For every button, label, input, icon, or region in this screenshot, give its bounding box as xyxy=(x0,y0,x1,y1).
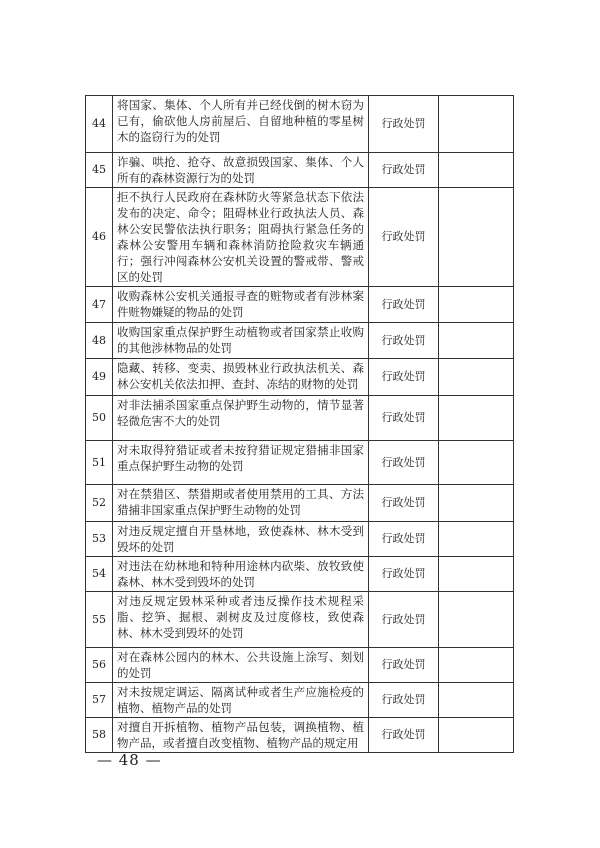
item-type: 行政处罚 xyxy=(369,287,439,323)
table-row xyxy=(86,96,514,153)
table-row xyxy=(86,287,514,323)
empty-cell xyxy=(439,683,514,718)
table-row xyxy=(86,592,514,648)
empty-cell xyxy=(439,441,514,485)
table-row xyxy=(86,396,514,441)
item-description: 对未按规定调运、隔离试种或者生产应施检疫的植物、植物产品的处罚 xyxy=(113,683,369,718)
item-description: 对违法在幼林地和特种用途林内砍柴、放牧致使森林、林木受到毁坏的处罚 xyxy=(113,557,369,592)
table-row xyxy=(86,718,514,753)
empty-cell xyxy=(439,188,514,287)
item-number: 58 xyxy=(86,718,113,753)
item-type: 行政处罚 xyxy=(369,396,439,441)
item-type: 行政处罚 xyxy=(369,441,439,485)
item-type: 行政处罚 xyxy=(369,359,439,396)
empty-cell xyxy=(439,323,514,359)
empty-cell xyxy=(439,522,514,557)
item-description: 对擅自开拆植物、植物产品包装，调换植物、植物产品，或者擅自改变植物、植物产品的规定用 xyxy=(113,718,369,753)
item-type: 行政处罚 xyxy=(369,718,439,753)
item-type: 行政处罚 xyxy=(369,96,439,153)
item-number: 45 xyxy=(86,153,113,188)
item-number: 48 xyxy=(86,323,113,359)
item-type: 行政处罚 xyxy=(369,323,439,359)
table-row xyxy=(86,188,514,287)
table-row xyxy=(86,648,514,683)
item-number: 52 xyxy=(86,485,113,522)
empty-cell xyxy=(439,287,514,323)
item-description: 对在森林公园内的林木、公共设施上涂写、刻划的处罚 xyxy=(113,648,369,683)
table-row xyxy=(86,557,514,592)
item-description: 收购国家重点保护野生动植物或者国家禁止收购的其他涉林物品的处罚 xyxy=(113,323,369,359)
item-type: 行政处罚 xyxy=(369,557,439,592)
table-row xyxy=(86,683,514,718)
table-row xyxy=(86,522,514,557)
table-row xyxy=(86,323,514,359)
item-description: 对违反规定擅自开垦林地，致使森林、林木受到毁坏的处罚 xyxy=(113,522,369,557)
item-type: 行政处罚 xyxy=(369,592,439,648)
table-row xyxy=(86,153,514,188)
item-number: 54 xyxy=(86,557,113,592)
item-number: 49 xyxy=(86,359,113,396)
item-type: 行政处罚 xyxy=(369,188,439,287)
item-description: 对未取得狩猎证或者未按狩猎证规定猎捕非国家重点保护野生动物的处罚 xyxy=(113,441,369,485)
item-description: 拒不执行人民政府在森林防火等紧急状态下依法发布的决定、命令；阻碍林业行政执法人员、森林公安民警依法执行职务；阻碍执行紧急任务的森林公安警用车辆和森林消防抢险救灾车辆通行；强行冲闯森林公安机关设置的警戒带、警戒区的处罚 xyxy=(113,188,369,287)
item-number: 47 xyxy=(86,287,113,323)
item-description: 收购森林公安机关通报寻查的赃物或者有涉林案件赃物嫌疑的物品的处罚 xyxy=(113,287,369,323)
item-number: 51 xyxy=(86,441,113,485)
item-description: 隐藏、转移、变卖、损毁林业行政执法机关、森林公安机关依法扣押、查封、冻结的财物的处罚 xyxy=(113,359,369,396)
item-description: 对违反规定毁林采种或者违反操作技术规程采脂、挖笋、掘根、剥树皮及过度修枝，致使森林、林木受到毁坏的处罚 xyxy=(113,592,369,648)
item-description: 诈骗、哄抢、抢夺、故意损毁国家、集体、个人所有的森林资源行为的处罚 xyxy=(113,153,369,188)
empty-cell xyxy=(439,592,514,648)
table-row xyxy=(86,359,514,396)
item-description: 对在禁猎区、禁猎期或者使用禁用的工具、方法猎捕非国家重点保护野生动物的处罚 xyxy=(113,485,369,522)
item-type: 行政处罚 xyxy=(369,522,439,557)
item-number: 50 xyxy=(86,396,113,441)
item-number: 56 xyxy=(86,648,113,683)
item-description: 将国家、集体、个人所有并已经伐倒的树木窃为已有，偷砍他人房前屋后、自留地种植的零星树木的盗窃行为的处罚 xyxy=(113,96,369,153)
item-number: 53 xyxy=(86,522,113,557)
empty-cell xyxy=(439,396,514,441)
empty-cell xyxy=(439,359,514,396)
empty-cell xyxy=(439,96,514,153)
item-type: 行政处罚 xyxy=(369,485,439,522)
item-type: 行政处罚 xyxy=(369,153,439,188)
page-number: — 48 — xyxy=(97,751,162,769)
item-number: 44 xyxy=(86,96,113,153)
empty-cell xyxy=(439,153,514,188)
item-number: 57 xyxy=(86,683,113,718)
penalty-items-table xyxy=(85,95,514,753)
item-number: 46 xyxy=(86,188,113,287)
table-row xyxy=(86,485,514,522)
item-type: 行政处罚 xyxy=(369,648,439,683)
empty-cell xyxy=(439,718,514,753)
item-description: 对非法捕杀国家重点保护野生动物的，情节显著轻微危害不大的处罚 xyxy=(113,396,369,441)
item-type: 行政处罚 xyxy=(369,683,439,718)
item-number: 55 xyxy=(86,592,113,648)
empty-cell xyxy=(439,557,514,592)
empty-cell xyxy=(439,648,514,683)
empty-cell xyxy=(439,485,514,522)
table-row xyxy=(86,441,514,485)
